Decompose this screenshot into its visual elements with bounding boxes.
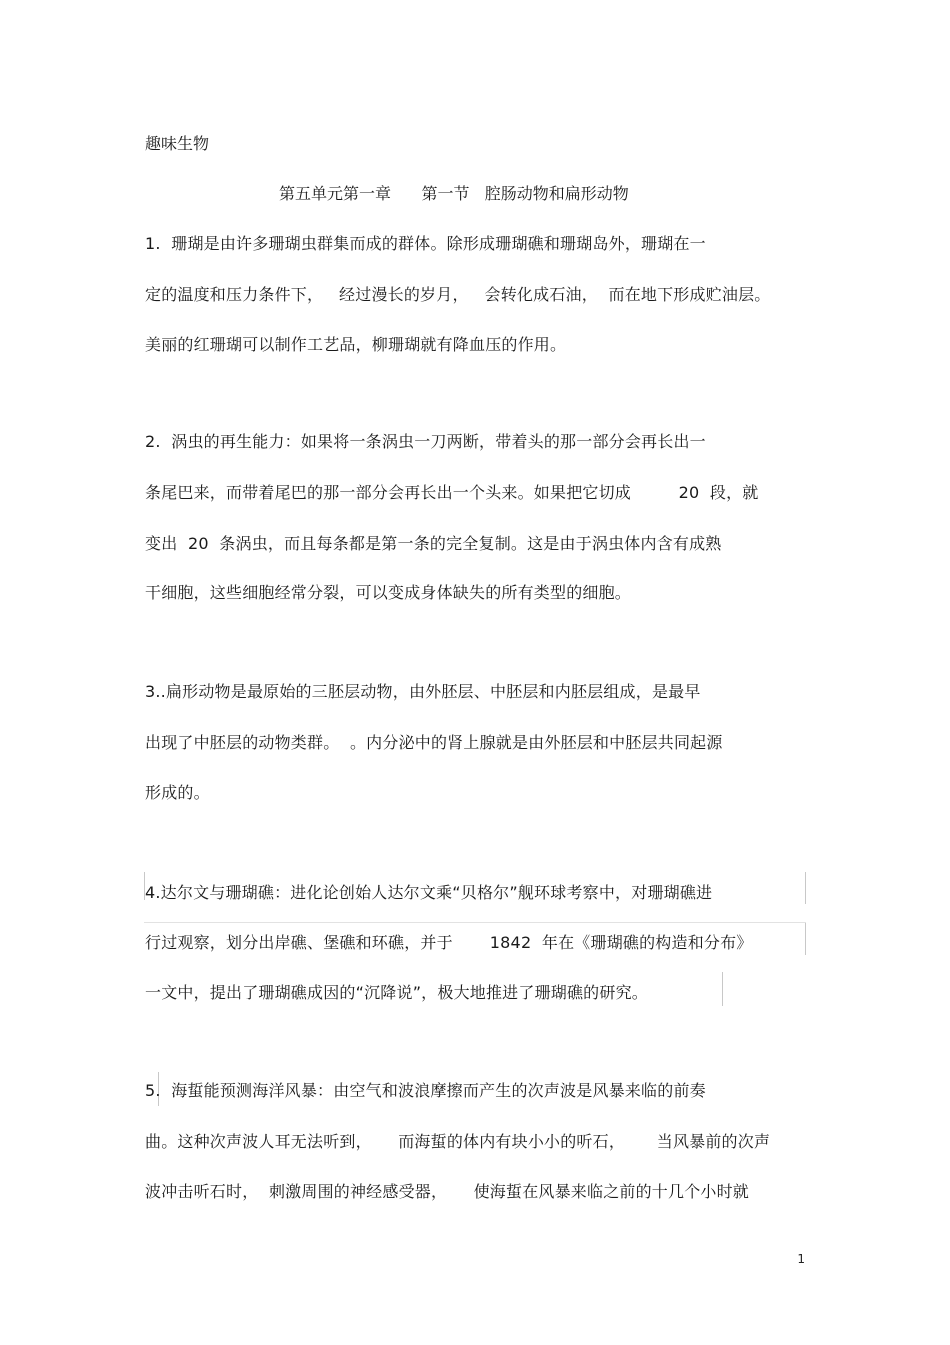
paragraph-2-line-1: 2. 涡虫的再生能力：如果将一条涡虫一刀两断，带着头的那一部分会再长出一 <box>145 432 706 451</box>
paragraph-5-line-3: 波冲击听石时， 刺激周围的神经感受器， 使海蜇在风暴来临之前的十几个小时就 <box>145 1182 750 1201</box>
paragraph-3-line-3: 形成的。 <box>145 783 210 802</box>
section-title: 第五单元第一章 第一节 腔肠动物和扁形动物 <box>279 184 629 203</box>
paragraph-5-line-1: 5. 海蜇能预测海洋风暴：由空气和波浪摩擦而产生的次声波是风暴来临的前奏 <box>145 1081 706 1100</box>
paragraph-2-line-2: 条尾巴来，而带着尾巴的那一部分会再长出一个头来。如果把它切成 20 段，就 <box>145 483 759 502</box>
paragraph-5-line-2: 曲。这种次声波人耳无法听到， 而海蜇的体内有块小小的听石， 当风暴前的次声 <box>145 1132 771 1151</box>
paragraph-3-line-1: 3..扁形动物是最原始的三胚层动物，由外胚层、中胚层和内胚层组成，是最早 <box>145 682 701 701</box>
paragraph-2-line-3: 变出 20 条涡虫，而且每条都是第一条的完全复制。这是由于涡虫体内含有成熟 <box>145 534 722 553</box>
paragraph-4-line-3: 一文中，提出了珊瑚礁成因的“沉降说”，极大地推进了珊瑚礁的研究。 <box>145 983 648 1002</box>
paragraph-1-line-2: 定的温度和压力条件下， 经过漫长的岁月， 会转化成石油， 而在地下形成贮油层。 <box>145 285 771 304</box>
document-title: 趣味生物 <box>145 134 210 153</box>
frame-right-rule <box>805 923 806 955</box>
paragraph-2-line-4: 干细胞，这些细胞经常分裂，可以变成身体缺失的所有类型的细胞。 <box>145 583 632 602</box>
paragraph-3-line-2: 出现了中胚层的动物类群。 。内分泌中的肾上腺就是由外胚层和中胚层共同起源 <box>145 733 723 752</box>
paragraph-1-line-1: 1. 珊瑚是由许多珊瑚虫群集而成的群体。除形成珊瑚礁和珊瑚岛外，珊瑚在一 <box>145 234 706 253</box>
paragraph-4-line-2: 行过观察，划分出岸礁、堡礁和环礁，并于 1842 年在《珊瑚礁的构造和分布》 <box>145 933 753 952</box>
paragraph-4-line-1: 4.达尔文与珊瑚礁：进化论创始人达尔文乘“贝格尔”舰环球考察中，对珊瑚礁进 <box>145 883 713 902</box>
paragraph-1-line-3: 美丽的红珊瑚可以制作工艺品，柳珊瑚就有降血压的作用。 <box>145 335 567 354</box>
frame-divider <box>144 922 806 923</box>
frame-right-rule <box>805 872 806 904</box>
page-number: 1 <box>797 1252 805 1266</box>
frame-right-rule <box>722 972 723 1006</box>
